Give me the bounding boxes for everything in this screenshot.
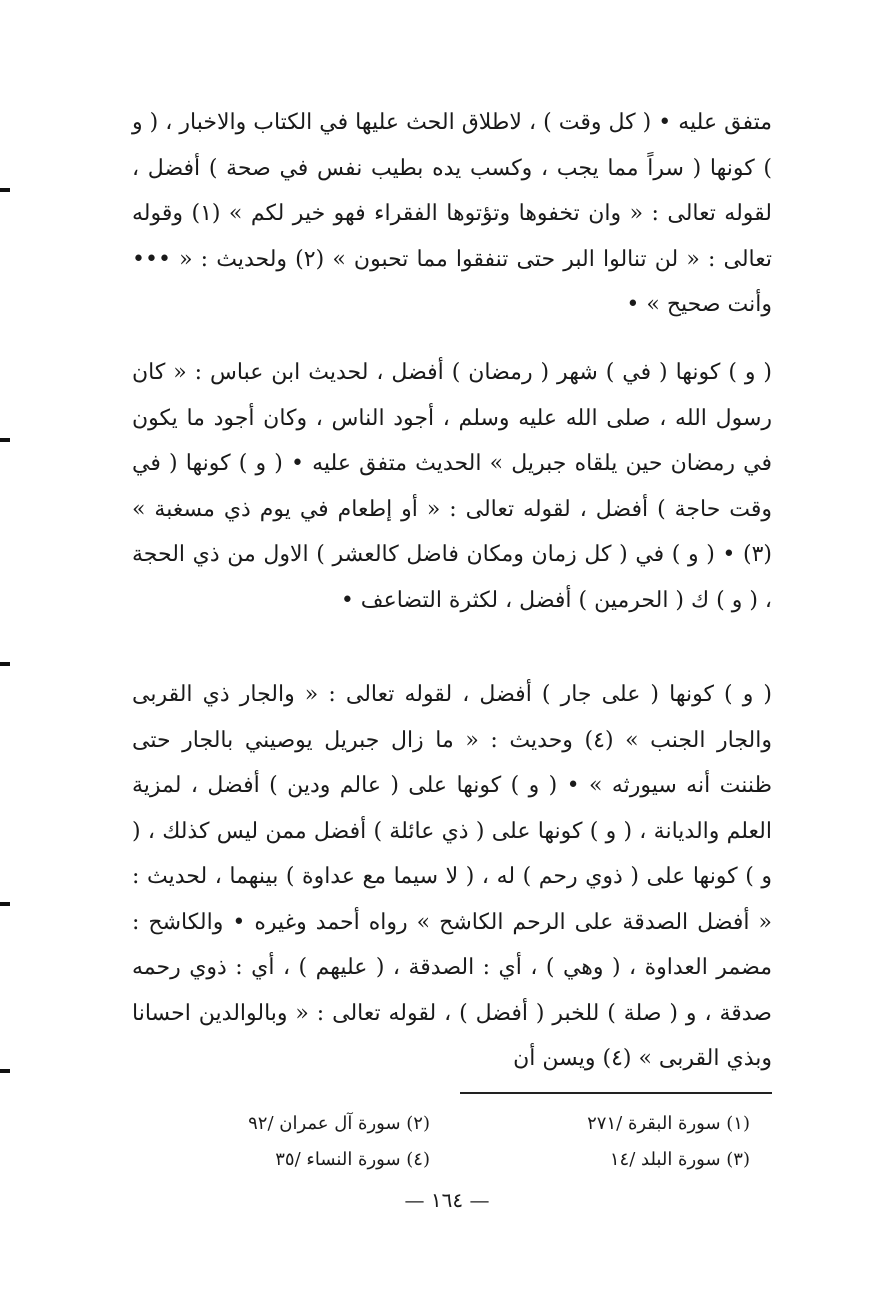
footnote-4: (٤) سورة النساء /٣٥ <box>275 1149 430 1170</box>
paragraph-text: ( و ) كونها ( في ) شهر ( رمضان ) أفضل ، لحديث ابن عباس : « كان رسول الله ، صلى الله عليه وسلم ، أجود الناس ، وكان أجود ما يكون في رمضان حين يلقاه جبريل » الحديث متفق عليه • ( و ) كونها ( في وقت حاجة ) أفضل ، لقوله تعالى : « أو إطعام في يوم ذي مسغبة » (٣) • ( و ) في ( كل زمان ومكان فاضل كالعشر ) الاول من ذي الحجة ، ( و ) ك ( الحرمين ) أفضل ، لكثرة التضاعف • <box>132 360 772 613</box>
paragraph-text: متفق عليه • ( كل وقت ) ، لاطلاق الحث عليها في الكتاب والاخبار ، ( و ) كونها ( سراً مما يجب ، وكسب يده بطيب نفس في صحة ) أفضل ، لقوله تعالى : « وان تخفوها وتؤتوها الفقراء فهو خير لكم » (١) وقوله تعالى : « لن تنالوا البر حتى تنفقوا مما تحبون » (٢) ولحديث : « ••• وأنت صحيح » • <box>132 110 772 317</box>
footnote-3: (٣) سورة البلد /١٤ <box>609 1149 750 1170</box>
page-number: — ١٦٤ — <box>404 1188 490 1212</box>
footnote-2: (٢) سورة آل عمران /٩٢ <box>248 1113 430 1134</box>
body-paragraph-2 <box>132 350 772 623</box>
margin-mark <box>0 438 10 442</box>
paragraph-text: ( و ) كونها ( على جار ) أفضل ، لقوله تعالى : « والجار ذي القربى والجار الجنب » (٤) وحديث : « ما زال جبريل يوصيني بالجار حتى ظننت أنه سيورثه » • ( و ) كونها على ( عالم ودين ) أفضل ، لمزية العلم والديانة ، ( و ) كونها على ( ذي عائلة ) أفضل ممن ليس كذلك ، ( و ) كونها على ( ذوي رحم ) له ، ( لا سيما مع عداوة ) بينهما ، لحديث : « أفضل الصدقة على الرحم الكاشح » رواه أحمد وغيره • والكاشح : مضمر العداوة ، ( وهي ) ، أي : الصدقة ، ( عليهم ) ، أي : ذوي رحمه صدقة ، و ( صلة ) للخبر ( أفضل ) ، لقوله تعالى : « وبالوالدين احسانا وبذي القربى » (٤) ويسن أن <box>132 682 772 1071</box>
footnote-1: (١) سورة البقرة /٢٧١ <box>587 1113 750 1134</box>
margin-mark <box>0 902 10 906</box>
margin-mark <box>0 662 10 666</box>
margin-mark <box>0 188 10 192</box>
footnote-row <box>150 1142 750 1178</box>
footnote-row <box>150 1106 750 1142</box>
body-paragraph-3 <box>132 672 772 1082</box>
body-paragraph-1 <box>132 100 772 328</box>
margin-mark <box>0 1069 10 1073</box>
footnote-divider <box>460 1092 772 1094</box>
footnotes <box>150 1106 750 1178</box>
